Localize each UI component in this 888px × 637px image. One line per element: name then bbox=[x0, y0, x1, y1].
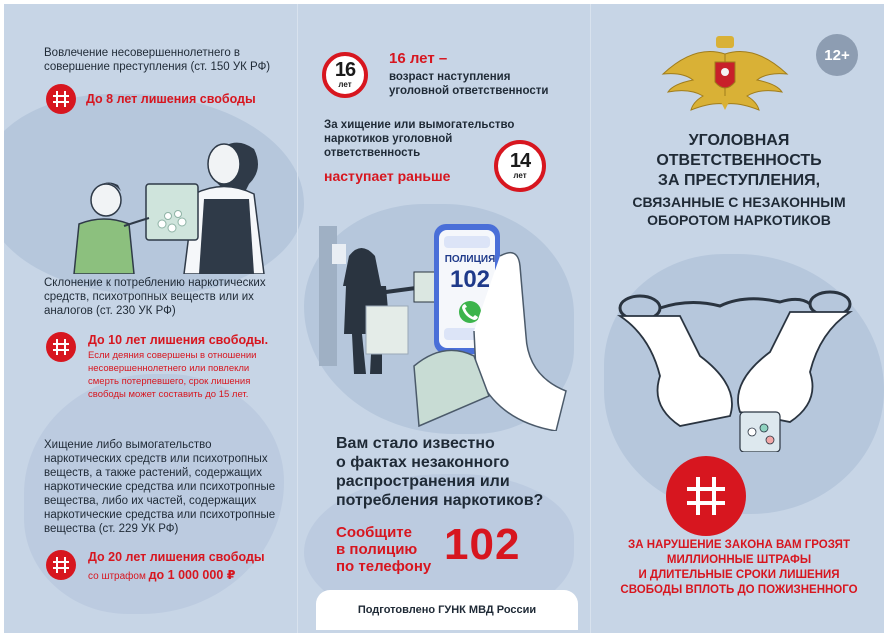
article-229-penalty: До 20 лет лишения свободы bbox=[88, 550, 265, 564]
panel-fold-left bbox=[297, 4, 298, 633]
adult-child-illustration bbox=[64, 114, 274, 274]
report-number: 102 bbox=[444, 520, 521, 569]
prison-bars-icon bbox=[46, 332, 76, 362]
handcuffs-icon bbox=[600, 282, 880, 452]
report-text: Сообщите в полицию по телефону bbox=[336, 524, 432, 575]
prison-bars-icon bbox=[666, 456, 746, 536]
prison-bars-icon bbox=[46, 550, 76, 580]
footer-credit: Подготовлено ГУНК МВД России bbox=[316, 590, 578, 630]
age-16-description: возраст наступления уголовной ответственности bbox=[389, 71, 549, 97]
theft-emphasis: наступает раньше bbox=[324, 168, 451, 184]
article-230-note: Если деяния совершены в отношении несовершеннолетнего или повлекли смерть потерпевшего, срок лишения свободы может составить до 15 лет. bbox=[88, 350, 257, 400]
age-16-badge: 16 лет bbox=[322, 52, 368, 98]
prison-bars-icon bbox=[46, 84, 76, 114]
age-16-title: 16 лет – bbox=[389, 50, 448, 67]
age-14-badge: 14 лет bbox=[494, 140, 546, 192]
theft-text: За хищение или вымогательство наркотиков уголовной ответственность bbox=[324, 119, 515, 159]
leaflet: Вовлечение несовершеннолетнего в совершение преступления (ст. 150 УК РФ) До 8 лет лишения свободы Склонение к потреблению наркотических средств, психотропных веществ или их аналогов (ст. 230 УК РФ) До 10 лет лишения свободы. Если деяния совершены в отношении несовершеннолетнего или повлекли смерть потерпевшего, срок лишения свободы может составить до 15 лет. Хищение либо вымогательство наркотических средств или психотропных веществ, а также растений, содержащих наркотические средства или психотропные вещества, либо их частей, содержащих наркотические средства или психотропные вещества (ст. 229 УК РФ) До 20 лет лишения свободы со штрафом до 1 000 000 ₽ 16 лет 16 лет – возраст наступления уголовной ответственности За хищение или вымогательство наркотиков уголовной ответственность наступает раньше 14 лет ПОЛИЦИЯ 102 Вам стало известно о фактах незаконного распространения или потребления наркотиков? Сообщите в полицию по телефону 102 Подготовлено ГУНК МВД России 12+ УГОЛОВНАЯ ОТВЕТСТВЕННОСТЬ ЗА ПРЕСТУПЛЕНИЯ, СВЯЗАННЫЕ С НЕЗАКОННЫМ ОБОРОТОМ НАРКОТИКОВ ЗА НАРУШЕНИЕ ЗАКОНА ВАМ ГРОЗЯТ МИЛЛИОННЫЕ ШТРАФЫ И ДЛИТЕЛЬНЫЕ СРОКИ ЛИШЕНИЯ СВОБОДЫ ВПЛОТЬ ДО ПОЖИЗНЕННОГО bbox=[4, 4, 884, 633]
phone-call-illustration bbox=[314, 216, 584, 431]
phone-screen-label: ПОЛИЦИЯ bbox=[444, 254, 496, 265]
article-150-text: Вовлечение несовершеннолетнего в совершение преступления (ст. 150 УК РФ) bbox=[44, 47, 271, 73]
article-229-text: Хищение либо вымогательство наркотических средств или психотропных веществ, а также растений, содержащих наркотические средства или психотропные вещества, либо их частей, содержащих наркотические средства или психотропные вещества (ст. 229 УК РФ) bbox=[44, 439, 276, 535]
panel-fold-right bbox=[590, 4, 591, 633]
article-230-penalty: До 10 лет лишения свободы. bbox=[88, 333, 269, 347]
question-text: Вам стало известно о фактах незаконного распространения или потребления наркотиков? bbox=[336, 435, 544, 509]
article-230-text: Склонение к потреблению наркотических средств, психотропных веществ или их аналогов (ст. 230 УК РФ) bbox=[44, 277, 266, 317]
eagle-emblem-icon bbox=[660, 34, 790, 119]
article-229-fine: со штрафом до 1 000 000 ₽ bbox=[88, 568, 236, 582]
article-150-penalty: До 8 лет лишения свободы bbox=[86, 92, 256, 106]
age-rating-badge: 12+ bbox=[816, 34, 858, 76]
phone-screen-number: 102 bbox=[449, 266, 491, 293]
